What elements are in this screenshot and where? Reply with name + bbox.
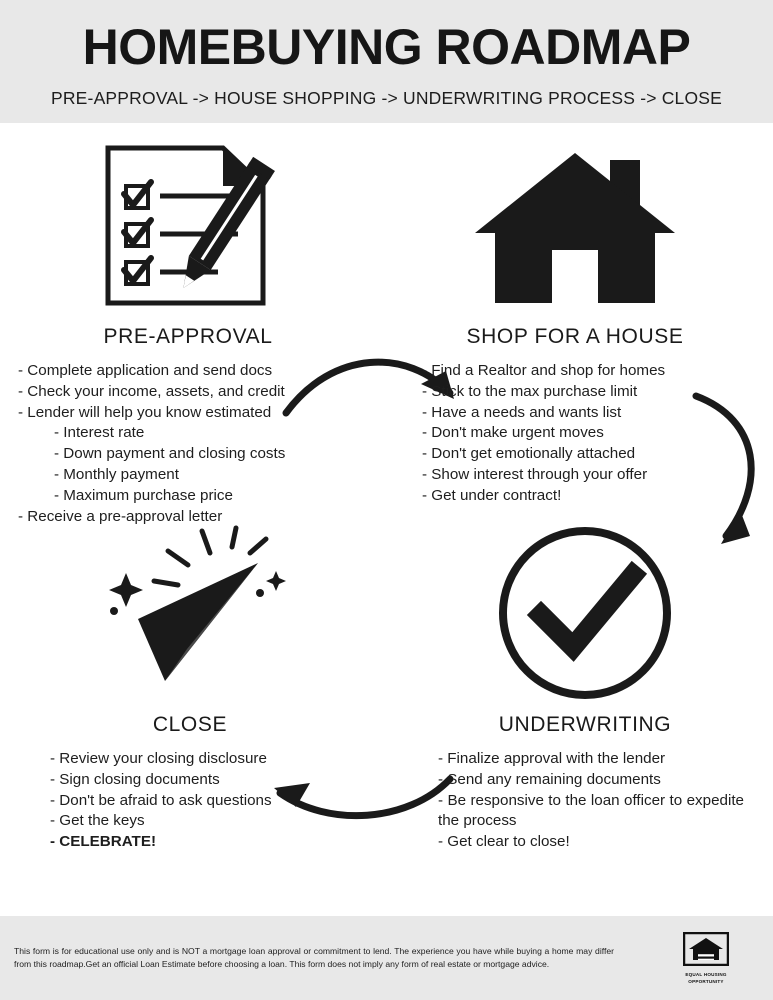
header-banner <box>0 0 773 123</box>
bullet-item: - Find a Realtor and shop for homes <box>422 362 666 379</box>
bullet-item: - Stick to the max purchase limit <box>422 382 638 400</box>
bullet-item: - Lender will help you know estimated <box>18 403 272 421</box>
roadmap-board <box>0 123 773 901</box>
bullet-item: - Have a needs and wants list <box>422 403 622 421</box>
page-title: HOMEBUYING ROADMAP <box>82 19 691 75</box>
bullet-item: - Review your closing disclosure <box>50 750 267 767</box>
bullet-item: - Send any remaining documents <box>438 770 661 788</box>
bullet-item: - Get the keys <box>50 812 145 830</box>
step-pre-approval <box>18 133 358 528</box>
step-title-underwriting: UNDERWRITING <box>498 713 672 736</box>
bullet-item: - Interest rate <box>54 424 145 442</box>
checkmark-in-circle-icon <box>420 521 750 701</box>
eho-caption-line2: OPPORTUNITY <box>688 978 724 984</box>
bullet-item: - Maximum purchase price <box>54 486 233 504</box>
bullet-item: - Down payment and closing costs <box>54 445 286 463</box>
bullet-item: - Receive a pre-approval letter <box>18 507 223 525</box>
step-underwriting <box>420 521 750 853</box>
step-close <box>20 521 360 853</box>
bullet-item: - Monthly payment <box>54 466 179 484</box>
bullet-item: - Get under contract! <box>422 486 562 504</box>
step-bullets-underwriting <box>420 749 750 853</box>
party-popper-confetti-icon <box>20 521 360 701</box>
bullet-item: - Don't get emotionally attached <box>422 445 636 463</box>
bullet-item: - Get clear to close! <box>438 833 570 851</box>
bullet-item: - Show interest through your offer <box>422 466 648 484</box>
document-with-checkmarks-and-pen-icon <box>18 133 358 313</box>
bullet-item: - Don't be afraid to ask questions <box>50 791 272 809</box>
footer-bar <box>0 916 773 1000</box>
step-title-pre-approval: PRE-APPROVAL <box>103 325 273 348</box>
bullet-item: - Be responsive to the loan officer to expedite the process <box>438 791 744 830</box>
step-title-close: CLOSE <box>152 713 228 736</box>
eho-caption-line1: EQUAL HOUSING <box>685 971 727 977</box>
equal-housing-opportunity-icon <box>683 932 729 966</box>
step-title-shop-for-a-house: SHOP FOR A HOUSE <box>466 325 684 348</box>
step-bullets-close <box>20 749 360 853</box>
bullet-item: - Finalize approval with the lender <box>438 750 666 767</box>
bullet-item: - Sign closing documents <box>50 770 220 788</box>
page-subtitle: PRE-APPROVAL -> HOUSE SHOPPING -> UNDERWRITING PROCESS -> CLOSE <box>50 88 723 108</box>
bullet-item: - Check your income, assets, and credit <box>18 382 285 400</box>
bullet-item-celebrate: - CELEBRATE! <box>50 833 157 851</box>
bullet-item: - Complete application and send docs <box>18 362 273 379</box>
equal-housing-opportunity-block <box>683 932 729 984</box>
bullet-item: - Don't make urgent moves <box>422 424 604 442</box>
house-icon <box>400 133 750 313</box>
disclaimer-text: This form is for educational use only and is NOT a mortgage loan approval or commitment to lend. The experience you have while buying a home may differ from this roadmap.Get an official Loan Estimate before choosing a loan. This form does not imply any form of real estate or mortgage advice. <box>14 946 614 969</box>
